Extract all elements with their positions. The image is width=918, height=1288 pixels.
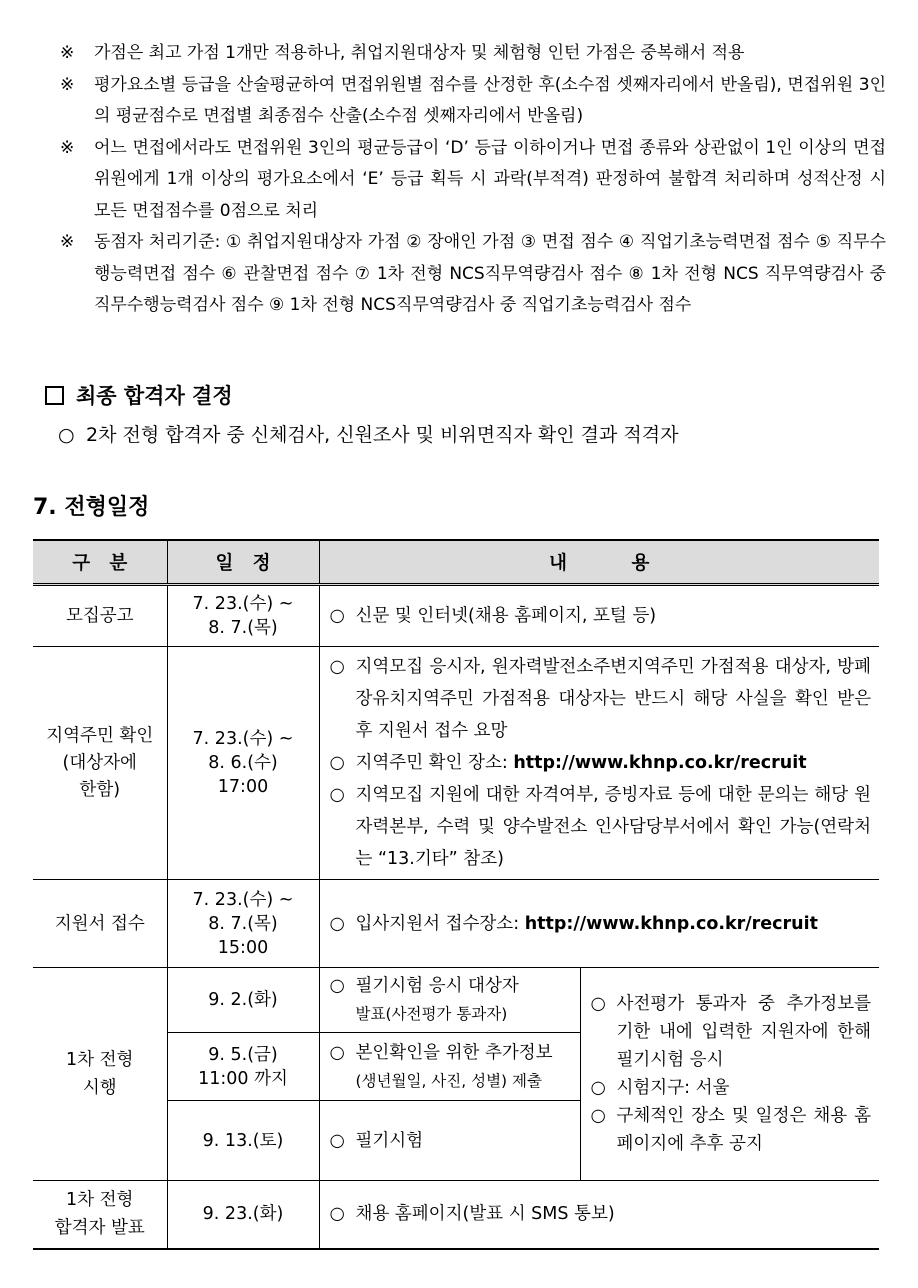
note-text: 어느 면접에서라도 면접위원 3인의 평균등급이 ‘D’ 등급 이하이거나 면접 종류와 상관없이 1인 이상의 면접위원에게 1개 이상의 평가요소에서 ‘E’ 등급 획득 시 과락(부적격) 판정하여 불합격 처리하며 성적산정 시 모든 면접점수를 0점으로 처리 (94, 137, 886, 221)
table-row (33, 968, 879, 1033)
row-date (167, 880, 319, 968)
circle-bullet-icon: ○ (58, 424, 75, 446)
date-line: 15:00 (217, 937, 269, 958)
content-text: 시험지구: 서울 (616, 1078, 730, 1098)
date-line: 9. 23.(화) (202, 1204, 284, 1225)
circle-bullet-icon: ○ (590, 1078, 606, 1098)
date-line: 7. 23.(수) ~ (192, 729, 294, 749)
date-line: 9. 2.(화) (208, 990, 278, 1010)
table-row (33, 880, 879, 968)
square-icon (45, 386, 64, 405)
row-content (319, 968, 580, 1033)
circle-bullet-icon: ○ (590, 994, 606, 1014)
row-content (319, 1181, 879, 1249)
row-label: 모집공고 (33, 585, 167, 647)
note-item (60, 38, 886, 70)
circle-bullet-icon: ○ (329, 976, 345, 996)
final-section-title (45, 380, 233, 410)
row-content (319, 1101, 580, 1181)
date-line: 17:00 (217, 777, 269, 797)
header-content: 내 용 (319, 540, 879, 585)
row-label (33, 647, 167, 880)
label-line: 지역주민 확인 (46, 725, 154, 746)
label-line: 1차 전형 (66, 1190, 134, 1211)
note-text: 동점자 처리기준: ① 취업지원대상자 가점 ② 장애인 가점 ③ 면접 점수 ④ 직업기초능력면접 점수 ⑤ 직무수행능력면접 점수 ⑥ 관찰면접 점수 ⑦ 1차 전형 NCS직무역량검사 점수 ⑧ 1차 전형 NCS 직무역량검사 중 직무수행능력검사 점수 ⑨ 1차 전형 NCS직무역량검사 중 직업기초능력검사 점수 (94, 232, 886, 315)
content-text: 필기시험 (355, 1130, 424, 1151)
row-date (167, 1033, 319, 1101)
first-side-notes (580, 968, 879, 1181)
row-label (33, 968, 167, 1181)
table-header-row (33, 540, 879, 585)
content-sub: (생년월일, 사진, 성별) 제출 (355, 1071, 542, 1090)
date-line: 8. 6.(수) (208, 753, 278, 773)
schedule-table (33, 539, 879, 1250)
row-label (33, 1181, 167, 1249)
date-line: 8. 7.(목) (208, 618, 278, 638)
final-section-line (58, 420, 678, 450)
content-text: 구체적인 장소 및 일정은 채용 홈페이지에 추후 공지 (616, 1106, 871, 1154)
circle-bullet-icon: ○ (329, 1042, 345, 1063)
circle-bullet-icon: ○ (329, 606, 345, 626)
note-item (60, 70, 886, 133)
circle-bullet-icon: ○ (329, 913, 345, 934)
date-line: 11:00 까지 (198, 1068, 288, 1089)
circle-bullet-icon: ○ (329, 785, 345, 805)
header-category: 구 분 (33, 540, 167, 585)
note-mark: ※ (60, 137, 75, 158)
final-title-text: 최종 합격자 결정 (76, 384, 233, 408)
row-content (319, 1033, 580, 1101)
date-line: 7. 23.(수) ~ (192, 594, 294, 614)
note-mark: ※ (60, 74, 75, 95)
content-text: 지역모집 지원에 대한 자격여부, 증빙자료 등에 대한 문의는 해당 원자력본부, 수력 및 양수발전소 인사담당부서에서 확인 가능(연락처는 “13.기타” 참조) (355, 785, 871, 869)
row-content (319, 585, 879, 647)
note-text: 평가요소별 등급을 산술평균하여 면접위원별 점수를 산정한 후(소수점 셋째자리에서 반올림), 면접위원 3인의 평균점수로 면접별 최종점수 산출(소수점 셋째자리에서 반올림) (94, 74, 886, 126)
circle-bullet-icon: ○ (329, 657, 345, 677)
note-text: 가점은 최고 가점 1개만 적용하나, 취업지원대상자 및 체험형 인턴 가점은 중복해서 적용 (94, 43, 745, 63)
label-line: 한함) (79, 779, 121, 800)
label-line: 1차 전형 (66, 1050, 134, 1070)
circle-bullet-icon: ○ (329, 753, 345, 773)
table-row (33, 585, 879, 647)
circle-bullet-icon: ○ (590, 1106, 606, 1126)
table-row (33, 1181, 879, 1249)
circle-bullet-icon: ○ (329, 1204, 345, 1225)
note-item (60, 133, 886, 228)
date-line: 9. 5.(금) (208, 1044, 278, 1065)
row-date (167, 1101, 319, 1181)
row-date (167, 1181, 319, 1249)
circle-bullet-icon: ○ (329, 1130, 345, 1151)
note-mark: ※ (60, 43, 75, 63)
table-row (33, 647, 879, 880)
row-date (167, 968, 319, 1033)
content-text: 사전평가 통과자 중 추가정보를 기한 내에 입력한 지원자에 한해 필기시험 응시 (616, 994, 871, 1070)
content-text: 지역모집 응시자, 원자력발전소주변지역주민 가점적용 대상자, 방폐장유치지역주민 가점적용 대상자는 반드시 해당 사실을 확인 받은 후 지원서 접수 요망 (355, 657, 871, 741)
content-text: 채용 홈페이지(발표 시 SMS 통보) (355, 1204, 615, 1225)
row-date (167, 647, 319, 880)
label-line: 시행 (82, 1078, 117, 1098)
date-line: 8. 7.(목) (208, 913, 278, 934)
content-main: 본인확인을 위한 추가정보 (355, 1042, 553, 1063)
location-label: 지역주민 확인 장소: (355, 753, 508, 773)
row-date (167, 585, 319, 647)
content-text (356, 908, 872, 940)
header-date: 일 정 (167, 540, 319, 585)
row-content (319, 880, 879, 968)
row-label: 지원서 접수 (33, 880, 167, 968)
content-text (356, 1039, 572, 1095)
row-content (319, 647, 879, 880)
date-line: 9. 13.(토) (202, 1130, 284, 1151)
schedule-heading: 7. 전형일정 (33, 495, 150, 520)
final-text: 2차 전형 합격자 중 신체검사, 신원조사 및 비위면직자 확인 결과 적격자 (86, 424, 679, 446)
content-text: 신문 및 인터넷(채용 홈페이지, 포털 등) (355, 606, 657, 626)
date-line: 7. 23.(수) ~ (192, 889, 294, 910)
content-sub: 발표(사전평가 통과자) (355, 1005, 508, 1023)
label-line: 합격자 발표 (54, 1218, 145, 1239)
recruit-link[interactable]: http://www.khnp.co.kr/recruit (524, 913, 818, 934)
content-main: 필기시험 응시 대상자 (355, 976, 519, 996)
content-text (356, 747, 872, 779)
apply-location-label: 입사지원서 접수장소: (355, 913, 520, 934)
label-line: (대상자에 (62, 752, 137, 773)
recruit-link[interactable]: http://www.khnp.co.kr/recruit (513, 753, 807, 773)
note-item (60, 227, 886, 322)
notes-list (60, 38, 886, 322)
content-text (356, 972, 572, 1028)
note-mark: ※ (60, 232, 75, 252)
